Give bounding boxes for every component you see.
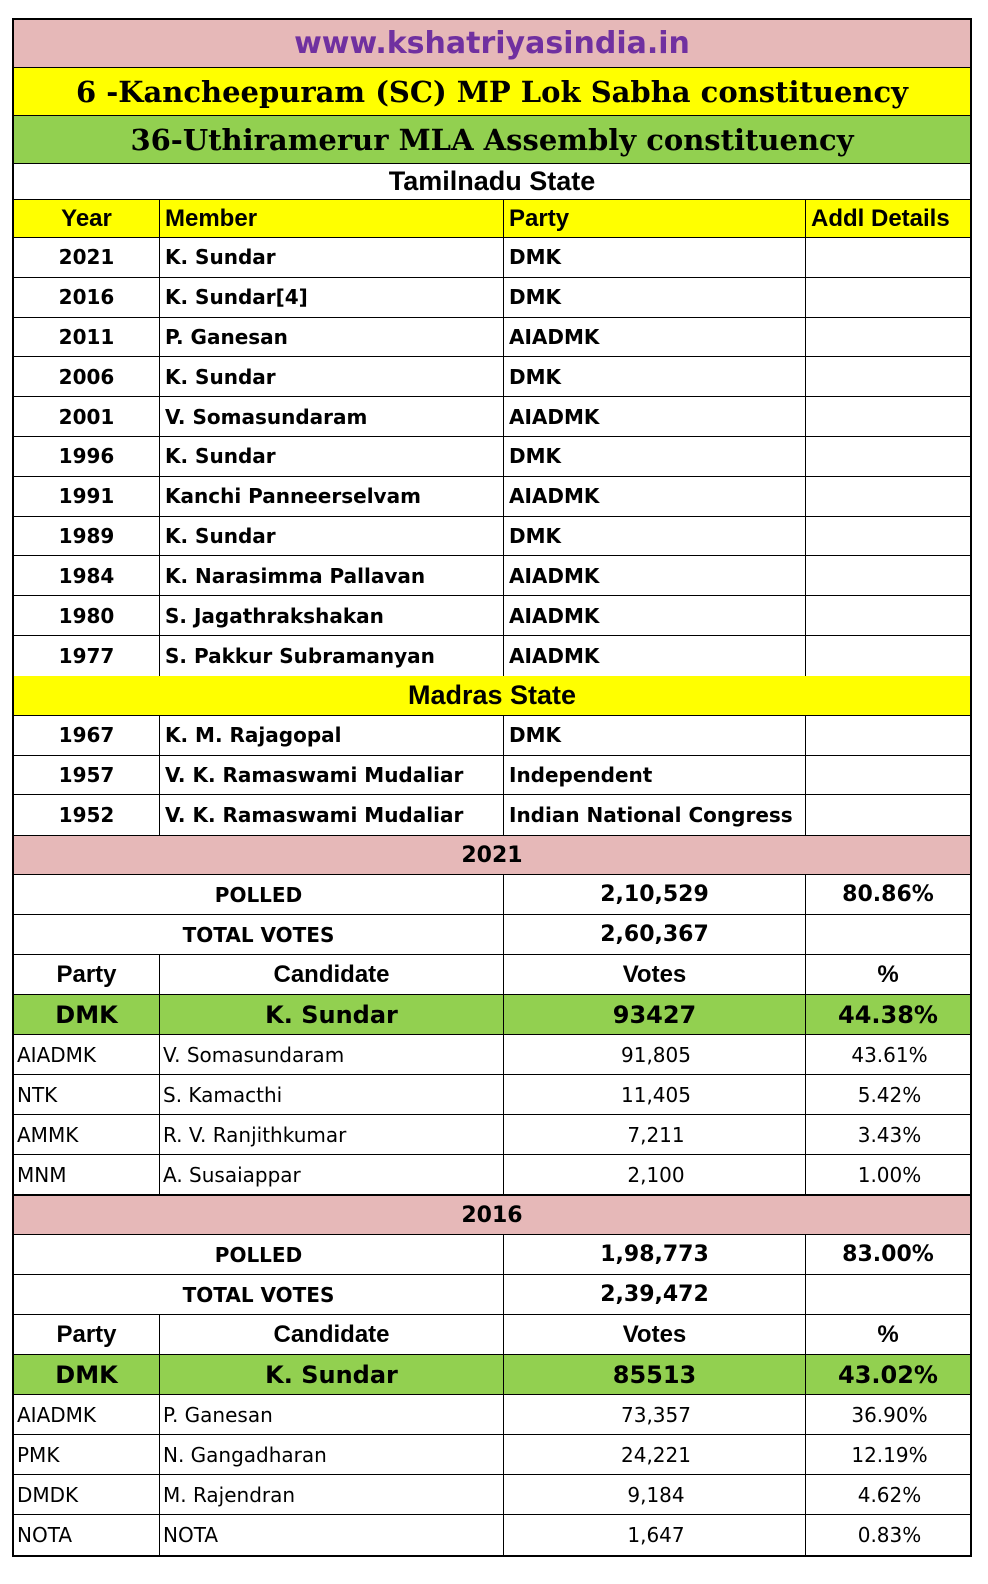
member-row <box>14 556 970 596</box>
member-party: DMK <box>504 238 806 277</box>
member-details <box>806 556 970 595</box>
candidate-name: S. Kamacthi <box>160 1075 504 1114</box>
winner-votes: 85513 <box>504 1355 806 1394</box>
candidate-percent: 43.61% <box>851 1042 928 1067</box>
candidate-name: V. Somasundaram <box>160 1035 504 1074</box>
header-details: Addl Details <box>811 204 950 232</box>
member-party: DMK <box>504 357 806 396</box>
constituency-sheet <box>12 18 972 1557</box>
member-name: V. K. Ramaswami Mudaliar <box>160 795 504 835</box>
state-row <box>14 164 970 200</box>
member-party: DMK <box>504 716 806 755</box>
election-year-row <box>14 1195 970 1235</box>
member-details <box>806 795 970 835</box>
members-header-row <box>14 200 970 238</box>
candidate-row <box>14 1155 970 1195</box>
total-votes-empty <box>806 915 970 954</box>
member-row <box>14 517 970 557</box>
member-row <box>14 437 970 477</box>
winner-party: DMK <box>14 1355 160 1394</box>
member-party: AIADMK <box>504 556 806 595</box>
results-header-row <box>14 955 970 995</box>
member-year: 1996 <box>14 437 160 476</box>
madras-row <box>14 676 970 716</box>
member-name: K. Sundar[4] <box>160 278 504 317</box>
candidate-row <box>14 1435 970 1475</box>
candidate-votes: 2,100 <box>504 1155 806 1194</box>
polled-percent: 83.00% <box>842 1242 934 1268</box>
winner-row <box>14 995 970 1035</box>
candidate-percent: 36.90% <box>851 1402 928 1427</box>
mla-banner <box>14 116 970 164</box>
member-party: Independent <box>504 756 806 795</box>
candidate-votes: 1,647 <box>504 1515 806 1555</box>
member-name: Kanchi Panneerselvam <box>160 477 504 516</box>
total-votes-value: 2,60,367 <box>504 915 806 954</box>
member-row <box>14 636 970 676</box>
member-details <box>806 318 970 357</box>
member-details <box>806 278 970 317</box>
results-header-party: Party <box>14 1315 160 1354</box>
member-party: AIADMK <box>504 477 806 516</box>
madras-label: Madras State <box>407 679 577 710</box>
candidate-party: AIADMK <box>14 1035 160 1074</box>
member-row <box>14 477 970 517</box>
total-votes-empty <box>806 1275 970 1314</box>
winner-row <box>14 1355 970 1395</box>
member-row <box>14 238 970 278</box>
polled-label: POLLED <box>14 1235 504 1274</box>
member-party: DMK <box>504 278 806 317</box>
mp-banner <box>14 68 970 116</box>
candidate-party: PMK <box>14 1435 160 1474</box>
results-header-votes: Votes <box>504 1315 806 1354</box>
member-name: V. K. Ramaswami Mudaliar <box>160 756 504 795</box>
member-details <box>806 636 970 676</box>
member-name: S. Pakkur Subramanyan <box>160 636 504 676</box>
polled-row <box>14 875 970 915</box>
member-year: 1989 <box>14 517 160 556</box>
member-name: P. Ganesan <box>160 318 504 357</box>
results-header-party: Party <box>14 955 160 994</box>
candidate-votes: 24,221 <box>504 1435 806 1474</box>
candidate-party: DMDK <box>14 1475 160 1514</box>
candidate-percent: 3.43% <box>857 1122 922 1147</box>
member-name: V. Somasundaram <box>160 397 504 436</box>
member-party: AIADMK <box>504 636 806 676</box>
member-name: K. Sundar <box>160 357 504 396</box>
candidate-votes: 7,211 <box>504 1115 806 1154</box>
candidate-row <box>14 1475 970 1515</box>
candidate-party: AIADMK <box>14 1395 160 1434</box>
member-party: AIADMK <box>504 318 806 357</box>
member-details <box>806 357 970 396</box>
candidate-row <box>14 1035 970 1075</box>
winner-percent: 43.02% <box>838 1360 938 1389</box>
member-party: AIADMK <box>504 596 806 635</box>
member-row <box>14 357 970 397</box>
member-row <box>14 318 970 358</box>
member-year: 1991 <box>14 477 160 516</box>
candidate-party: MNM <box>14 1155 160 1194</box>
member-row <box>14 716 970 756</box>
member-details <box>806 517 970 556</box>
candidate-party: AMMK <box>14 1115 160 1154</box>
member-row <box>14 596 970 636</box>
header-year: Year <box>14 200 160 237</box>
candidate-row <box>14 1115 970 1155</box>
site-banner <box>14 20 970 68</box>
winner-candidate: K. Sundar <box>160 995 504 1034</box>
member-year: 1984 <box>14 556 160 595</box>
results-header-candidate: Candidate <box>160 1315 504 1354</box>
member-row <box>14 795 970 835</box>
candidate-percent: 4.62% <box>857 1482 922 1507</box>
member-year: 1977 <box>14 636 160 676</box>
results-header-percent: % <box>877 960 899 988</box>
candidate-percent: 1.00% <box>857 1162 922 1187</box>
results-header-candidate: Candidate <box>160 955 504 994</box>
member-year: 1952 <box>14 795 160 835</box>
member-details <box>806 477 970 516</box>
results-header-votes: Votes <box>504 955 806 994</box>
polled-value: 2,10,529 <box>504 875 806 914</box>
winner-percent: 44.38% <box>838 1000 938 1029</box>
member-row <box>14 397 970 437</box>
candidate-votes: 91,805 <box>504 1035 806 1074</box>
candidate-percent: 5.42% <box>857 1082 922 1107</box>
mla-constituency-title: 36-Uthiramerur MLA Assembly constituency <box>130 122 854 157</box>
candidate-name: NOTA <box>160 1515 504 1555</box>
member-row <box>14 756 970 796</box>
site-url[interactable]: www.kshatriyasindia.in <box>294 26 690 61</box>
state-label: Tamilnadu State <box>388 166 596 196</box>
total-votes-row <box>14 1275 970 1315</box>
member-party: DMK <box>504 517 806 556</box>
member-details <box>806 716 970 755</box>
member-year: 2021 <box>14 238 160 277</box>
member-name: K. M. Rajagopal <box>160 716 504 755</box>
candidate-party: NTK <box>14 1075 160 1114</box>
member-year: 2001 <box>14 397 160 436</box>
results-header-percent: % <box>877 1320 899 1348</box>
member-year: 2016 <box>14 278 160 317</box>
candidate-name: R. V. Ranjithkumar <box>160 1115 504 1154</box>
member-party: AIADMK <box>504 397 806 436</box>
polled-value: 1,98,773 <box>504 1235 806 1274</box>
member-party: Indian National Congress <box>504 795 806 835</box>
candidate-votes: 9,184 <box>504 1475 806 1514</box>
winner-votes: 93427 <box>504 995 806 1034</box>
polled-row <box>14 1235 970 1275</box>
election-year: 2021 <box>461 842 523 868</box>
member-details <box>806 397 970 436</box>
candidate-votes: 73,357 <box>504 1395 806 1434</box>
candidate-row <box>14 1075 970 1115</box>
total-votes-label: TOTAL VOTES <box>14 1275 504 1314</box>
candidate-name: M. Rajendran <box>160 1475 504 1514</box>
candidate-name: P. Ganesan <box>160 1395 504 1434</box>
member-name: K. Sundar <box>160 238 504 277</box>
member-year: 2011 <box>14 318 160 357</box>
member-name: K. Narasimma Pallavan <box>160 556 504 595</box>
total-votes-label: TOTAL VOTES <box>14 915 504 954</box>
candidate-row <box>14 1395 970 1435</box>
member-year: 2006 <box>14 357 160 396</box>
election-year: 2016 <box>461 1202 523 1228</box>
member-row <box>14 278 970 318</box>
candidate-name: N. Gangadharan <box>160 1435 504 1474</box>
member-name: K. Sundar <box>160 517 504 556</box>
winner-candidate: K. Sundar <box>160 1355 504 1394</box>
member-party: DMK <box>504 437 806 476</box>
header-party: Party <box>504 200 806 237</box>
candidate-row <box>14 1515 970 1555</box>
total-votes-row <box>14 915 970 955</box>
candidate-percent: 0.83% <box>857 1523 922 1548</box>
header-member: Member <box>160 200 504 237</box>
member-details <box>806 756 970 795</box>
member-name: S. Jagathrakshakan <box>160 596 504 635</box>
candidate-party: NOTA <box>14 1515 160 1555</box>
member-year: 1967 <box>14 716 160 755</box>
polled-percent: 80.86% <box>842 882 934 908</box>
winner-party: DMK <box>14 995 160 1034</box>
candidate-percent: 12.19% <box>851 1442 928 1467</box>
member-year: 1980 <box>14 596 160 635</box>
member-name: K. Sundar <box>160 437 504 476</box>
results-header-row <box>14 1315 970 1355</box>
candidate-name: A. Susaiappar <box>160 1155 504 1194</box>
polled-label: POLLED <box>14 875 504 914</box>
member-details <box>806 596 970 635</box>
member-details <box>806 437 970 476</box>
election-year-row <box>14 835 970 875</box>
candidate-votes: 11,405 <box>504 1075 806 1114</box>
total-votes-value: 2,39,472 <box>504 1275 806 1314</box>
mp-constituency-title: 6 -Kancheepuram (SC) MP Lok Sabha constituency <box>75 74 909 109</box>
member-details <box>806 238 970 277</box>
member-year: 1957 <box>14 756 160 795</box>
